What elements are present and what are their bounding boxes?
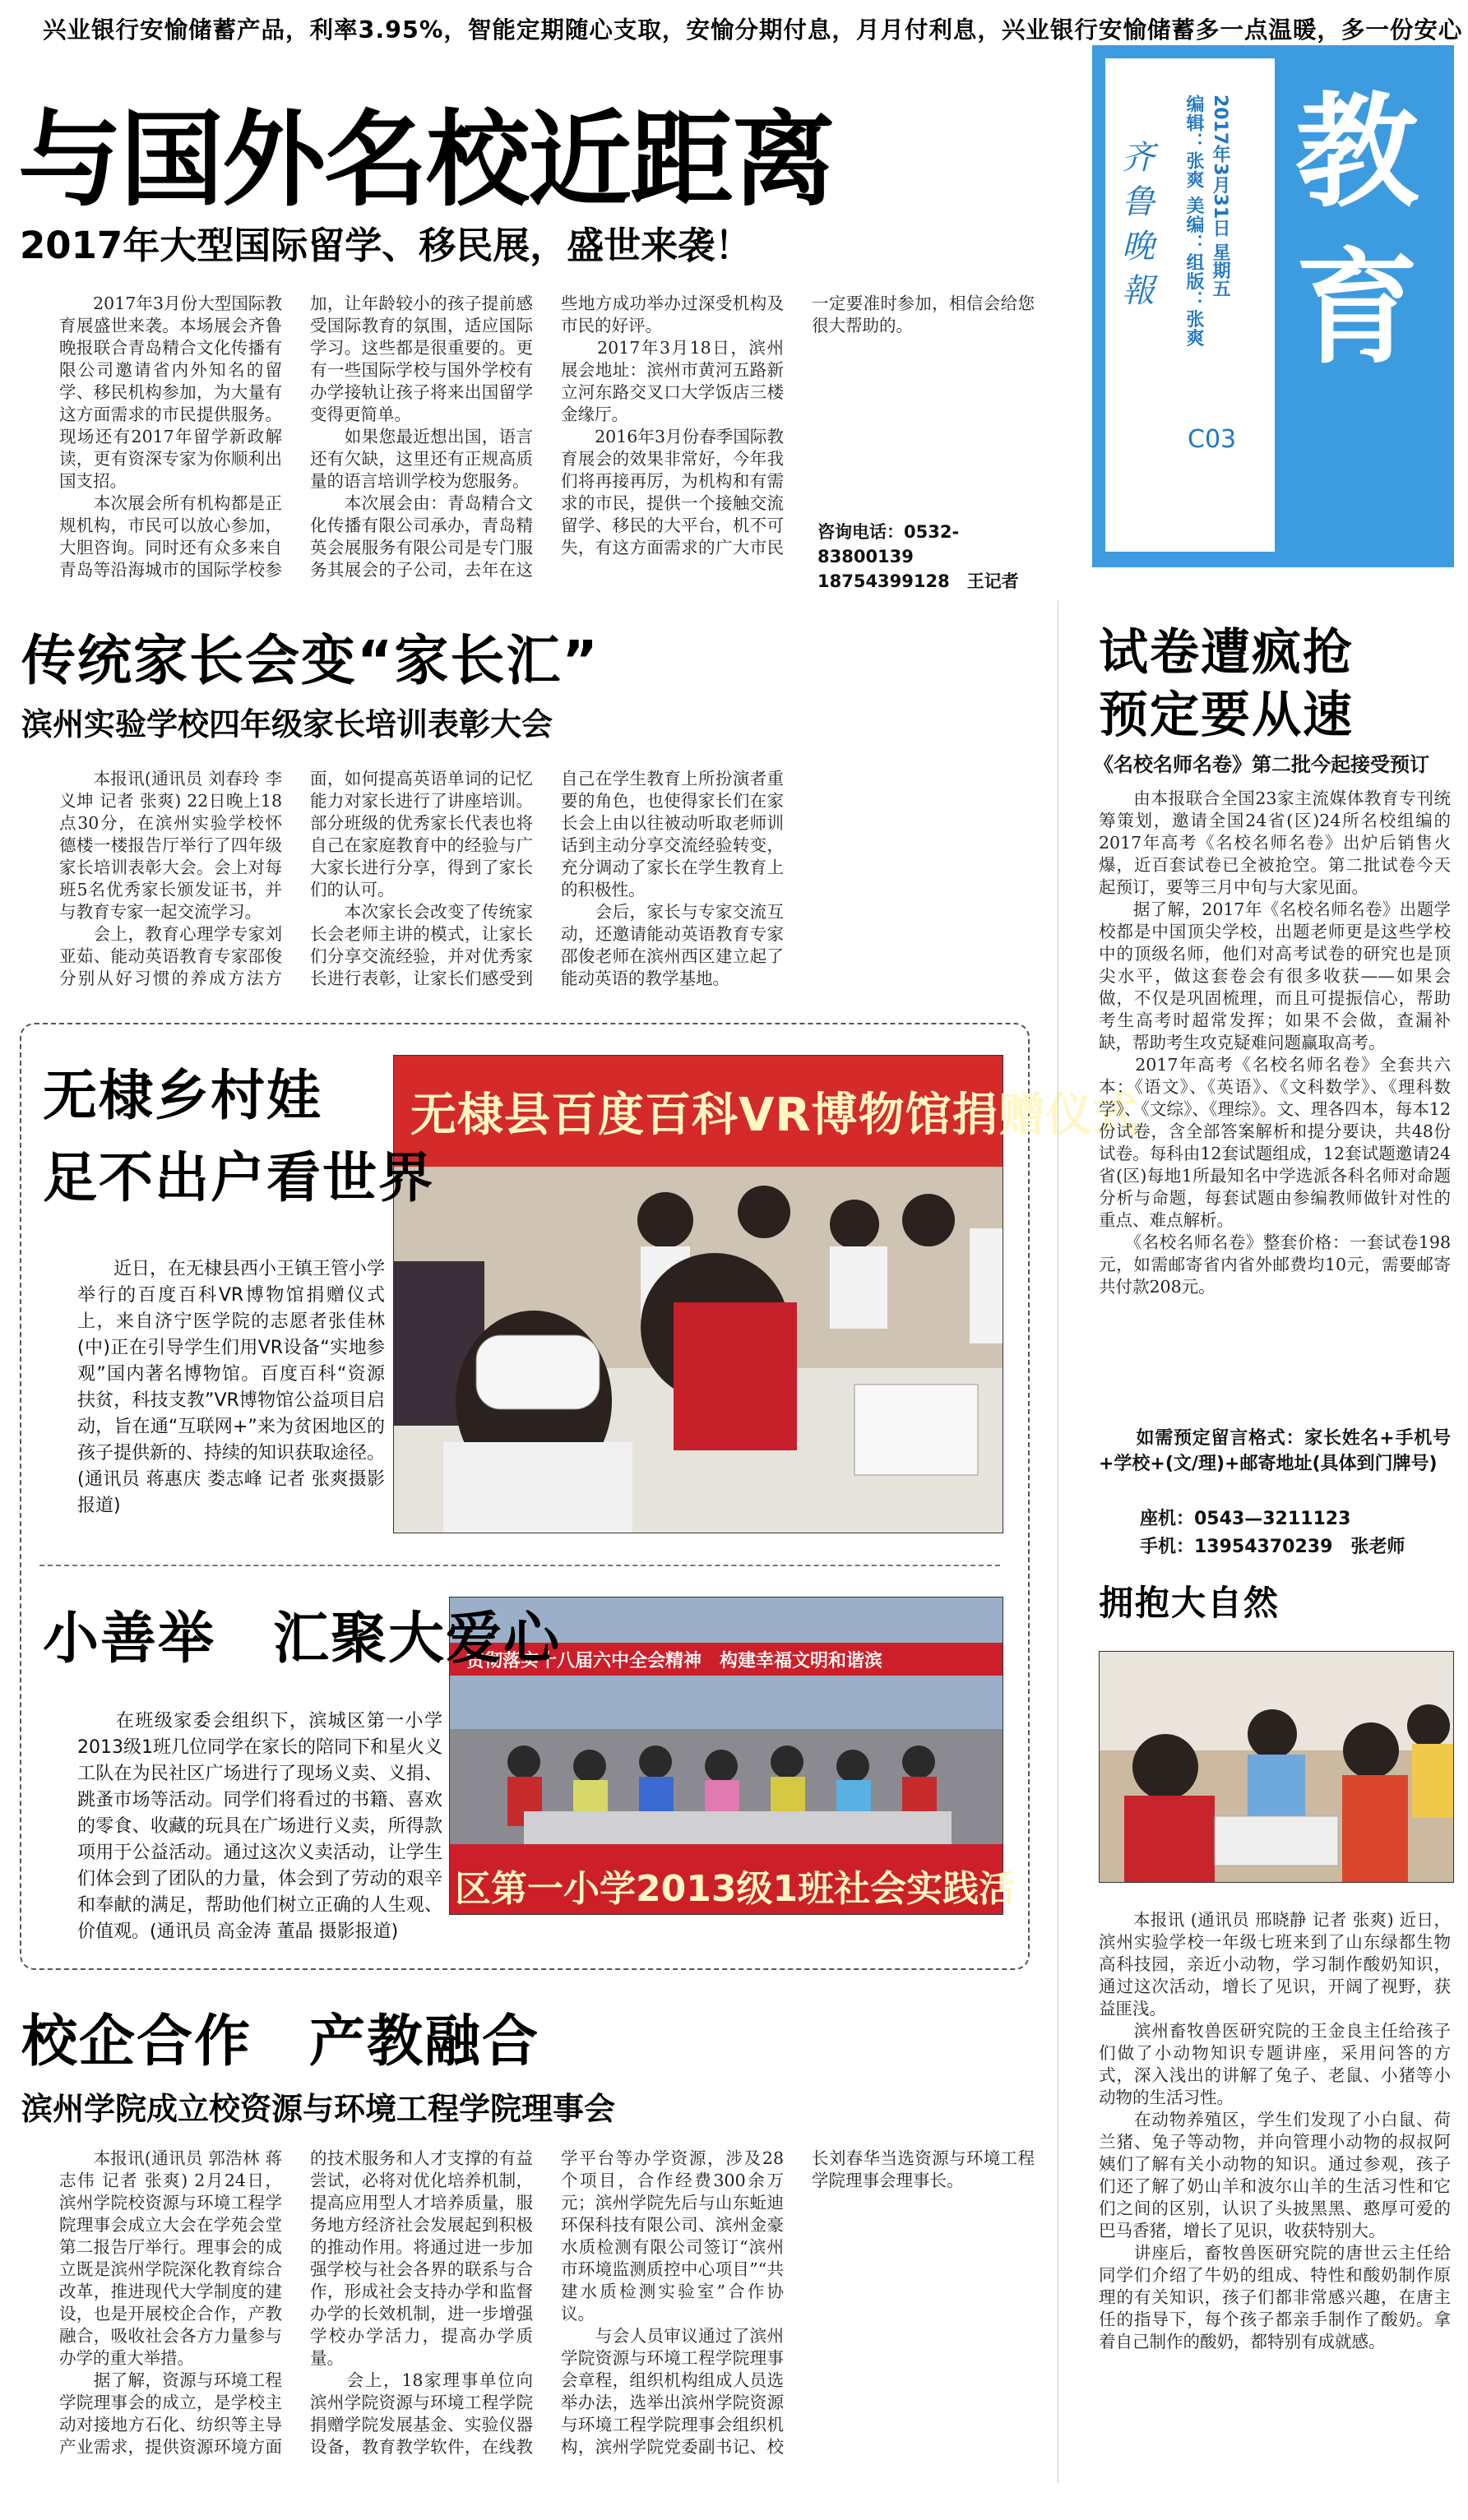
article1-contact: 咨询电话：0532-83800139 18754399128 王记者 — [817, 522, 1019, 591]
article6-phone1: 座机：0543—3211123 — [1140, 1509, 1351, 1529]
article6-title-line2: 预定要从速 — [1099, 687, 1354, 744]
article4-body: 在班级家委会组织下，滨城区第一小学2013级1班几位同学在家长的陪同下和星火义工队在为民社区广场进行了现场义卖、义捐、跳蚤市场等活动。同学们将看过的书籍、喜欢的零食、收藏的玩具在广场进行义卖，所得款项用于公益活动。通过这次义卖活动，让学生们体会到了团队的力量，体会到了劳动的艰辛和奉献的满足，帮助他们树立正确的人生观、价值观。(通讯员 高金涛 董晶 摄影报道) — [77, 1711, 442, 1942]
charity-photo-banner-top: 贯彻落实十八届六中全会精神 构建幸福文明和谐滨 — [466, 1651, 883, 1672]
article2-body: 本报讯(通讯员 刘春玲 李义坤 记者 张爽) 22日晚上18点30分，在滨州实验学校怀德楼一楼报告厅举行了四年级家长培训表彰大会。会上对每班5名优秀家长颁发证书，并与教育专家一起交流学习。 会上，教育心理学专家刘亚茹、能动英语教育专家邵俊分别从好习惯的养成方法方面，如何提高英语单词的记忆能力对家长进行了讲座培训。部分班级的优秀家长代表也将自己在家庭教育中的经验与广大家长进行分享，得到了家长们的认可。 本次家长会改变了传统家长会老师主讲的模式，让家长们分享交流经验，并对优秀家长进行表彰，让家长们感受到自己在学生教育上所扮演者重要的角色，也使得家长们在家长会上由以往被动听取老师训话到主动分享交流经验转变，充分调动了家长在学生教育上的积极性。 会后，家长与专家交流互动，还邀请能动英语教育专家邵俊老师在滨州西区建立起了能动英语的教学基地。 — [59, 769, 784, 988]
article6-body: 由本报联合全国23家主流媒体教育专刊统筹策划，邀请全国24省(区)24所名校组编的2017年高考《名校名师名卷》出炉后销售火爆，近百套试卷已全被抢空。第二批试卷今天起预订，要等三月中旬与大家见面。 据了解，2017年《名校名师名卷》出题学校都是中国顶尖学校，出题老师更是这些学校中的顶级名师，他们对高考试卷的研究也是顶尖水平，做这套卷会有很多收获——如果会做，不仅是巩固梳理，而且可提振信心，帮助考生高考时超常发挥；如果不会做，查漏补缺，帮助考生攻克疑难问题赢取高考。 2017年高考《名校名师名卷》全套共六本：《语文》、《英语》、《文科数学》、《理科数学》、《文综》、《理综》。文、理各四本，每本12份试卷，含全部答案解析和提分要诀，共48份试卷。每科由12套试题组成，12套试题邀请24省(区)每地1所最知名中学选派各科名师对命题分析与命题，每套试题由参编教师做针对性的重点、难点解析。 《名校名师名卷》整套价格：一套试卷198元，如需邮寄省内省外邮费均10元，需要邮寄共付款208元。 — [1099, 788, 1451, 1297]
masthead-date: 2017年3月31日 星期五 — [1210, 95, 1230, 298]
article6-phone2: 手机：13954370239 张老师 — [1140, 1537, 1405, 1557]
article1-body: 2017年3月份大型国际教育展盛世来袭。本场展会齐鲁晚报联合青岛精合文化传播有限公司邀请省内外知名的留学、移民机构参加，为大量有这方面需求的市民提供服务。现场还有2017年留学新政解读，更有资深专家为你顺利出国支招。 本次展会所有机构都是正规机构，市民可以放心参加，大胆咨询。同时还有众多来自青岛等沿海城市的国际学校参加，让年龄较小的孩子提前感受国际教育的氛围，适应国际学习。这些都是很重要的。更有一些国际学校与国外学校有办学接轨让孩子将来出国留学变得更简单。 如果您最近想出国，语言还有欠缺，这里还有正规高质量的语言培训学校为您服务。 本次展会由：青岛精合文化传播有限公司承办，青岛精英会展服务有限公司是专门服务其展会的子公司，去年在这些地方成功举办过深受机构及市民的好评。 2017年3月18日，滨州展会地址：滨州市黄河五路新立河东路交叉口大学饭店三楼金缘厅。 2016年3月份春季国际教育展会的效果非常好，今年我们将再接再厉，为机构和有需求的市民，提供一个接触交流留学、移民的大平台，机不可失，有这方面需求的广大市民一定要准时参加，相信会给您很大帮助的。 — [59, 294, 1035, 580]
article1-subtitle: 2017年大型国际留学、移民展，盛世来袭！ — [20, 224, 753, 267]
masthead-logo: 齐鲁晚報 — [1122, 139, 1155, 310]
masthead-editors: 编辑：张爽 美编：组版：张爽 — [1183, 95, 1204, 348]
masthead-page-number: C03 — [1188, 425, 1237, 454]
masthead — [1092, 45, 1454, 567]
article3-title-line2: 足不出户看世界 — [43, 1146, 434, 1209]
article2-subtitle: 滨州实验学校四年级家长培训表彰大会 — [21, 706, 553, 742]
article3-body: 近日，在无棣县西小王镇王管小学举行的百度百科VR博物馆捐赠仪式上，来自济宁医学院的志愿者张佳林(中)正在引导学生们用VR设备“实地参观”国内著名博物馆。百度百科“资源扶贫，科技支教”VR博物馆公益项目启动，旨在通“互联网+”来为贫困地区的孩子提供新的、持续的知识获取途径。(通讯员 蒋惠庆 娄志峰 记者 张爽摄影报道) — [77, 1259, 386, 1516]
section-char-2: 育 — [1294, 238, 1419, 381]
vr-photo-banner: 无棣县百度百科VR博物馆捐赠仪式 — [410, 1089, 1140, 1142]
article6-order: 如需预定留言格式：家长姓名+手机号+学校+(文/理)+邮寄地址(具体到门牌号) — [1099, 1428, 1451, 1474]
article5-subtitle: 滨州学院成立校资源与环境工程学院理事会 — [21, 2091, 616, 2127]
article6-subtitle: 《名校名师名卷》第二批今起接受预订 — [1094, 753, 1429, 776]
article1-title: 与国外名校近距离 — [18, 99, 834, 220]
article3-title-line1: 无棣乡村娃 — [43, 1064, 322, 1127]
nature-photo — [1099, 1651, 1454, 1883]
section-char-1: 教 — [1294, 81, 1419, 224]
article7-body: 本报讯 (通讯员 邢晓静 记者 张爽) 近日，滨州实验学校一年级七班来到了山东绿都生物高科技园，亲近小动物，学习制作酸奶知识，通过这次活动，增长了见识，开阔了视野，获益匪浅。 滨州畜牧兽医研究院的王金良主任给孩子们做了小动物知识专题讲座，采用问答的方式，深入浅出的讲解了兔子、老鼠、小猪等小动物的生活习性。 在动物养殖区，学生们发现了小白鼠、荷兰猪、兔子等动物，并向管理小动物的叔叔阿姨们了解有关小动物的知识。通过参观，孩子们还了解了奶山羊和波尔山羊的生活习性和它们之间的区别，认识了头披黑黑、憨厚可爱的巴马香猪，增长了见识，收获特别大。 讲座后，畜牧兽医研究院的唐世云主任给同学们介绍了牛奶的组成、特性和酸奶制作原理的有关知识，孩子们都非常感兴趣，在唐主任的指导下，每个孩子都亲手制作了酸奶。拿着自己制作的酸奶，都特别有成就感。 — [1099, 1910, 1451, 2351]
nature-photo-illustration — [1100, 1652, 1453, 1882]
charity-photo-banner-bottom: 区第一小学2013级1班社会实践活 — [455, 1868, 1016, 1910]
article4-title: 小善举 汇聚大爱心 — [43, 1607, 562, 1672]
article7-title: 拥抱大自然 — [1099, 1583, 1280, 1623]
top-banner — [43, 12, 1463, 49]
feature-divider — [39, 1565, 1000, 1566]
vr-photo — [393, 1055, 1140, 1533]
article5-body: 本报讯(通讯员 郭浩林 蒋志伟 记者 张爽) 2月24日，滨州学院校资源与环境工程学院理事会成立大会在学苑会堂第二报告厅举行。理事会的成立既是滨州学院深化教育综合改革，推进现代大学制度的建设，也是开展校企合作，产教融合，吸收社会各方力量参与办学的重大举措。 据了解，资源与环境工程学院理事会的成立，是学校主动对接地方石化、纺织等主导产业需求，提供资源环境方面的技术服务和人才支撑的有益尝试，必将对优化培养机制，提高应用型人才培养质量，服务地方经济社会发展起到积极的推动作用。将通过进一步加强学校与社会各界的联系与合作，形成社会支持办学和监督办学的长效机制，进一步增强学校办学活力，提高办学质量。 会上，18家理事单位向滨州学院资源与环境工程学院捐赠学院发展基金、实验仪器设备，教育教学软件，在线教学平台等办学资源，涉及28个项目，合作经费300余万元；滨州学院先后与山东蚯迪环保科技有限公司、滨州金豪水质检测有限公司签订“滨州市环境监测质控中心项目”“共建水质检测实验室”合作协议。 与会人员审议通过了滨州学院资源与环境工程学院理事会章程，组织机构组成人员选举办法，选举出滨州学院资源与环境工程学院理事会组织机构，滨州学院党委副书记、校长刘春华当选资源与环境工程学院理事会理事长。 — [59, 2148, 1035, 2457]
article2-title: 传统家长会变“家长汇” — [21, 629, 600, 692]
banner-text: 兴业银行安愉储蓄产品，利率3.95%，智能定期随心支取，安愉分期付息，月月付利息，兴业银行安愉储蓄多一点温暖，多一份安心 — [43, 16, 1463, 44]
article6-title-line1: 试卷遭疯抢 — [1099, 624, 1354, 682]
masthead-section-box — [1275, 58, 1439, 552]
article5-title: 校企合作 产教融合 — [21, 2009, 540, 2074]
